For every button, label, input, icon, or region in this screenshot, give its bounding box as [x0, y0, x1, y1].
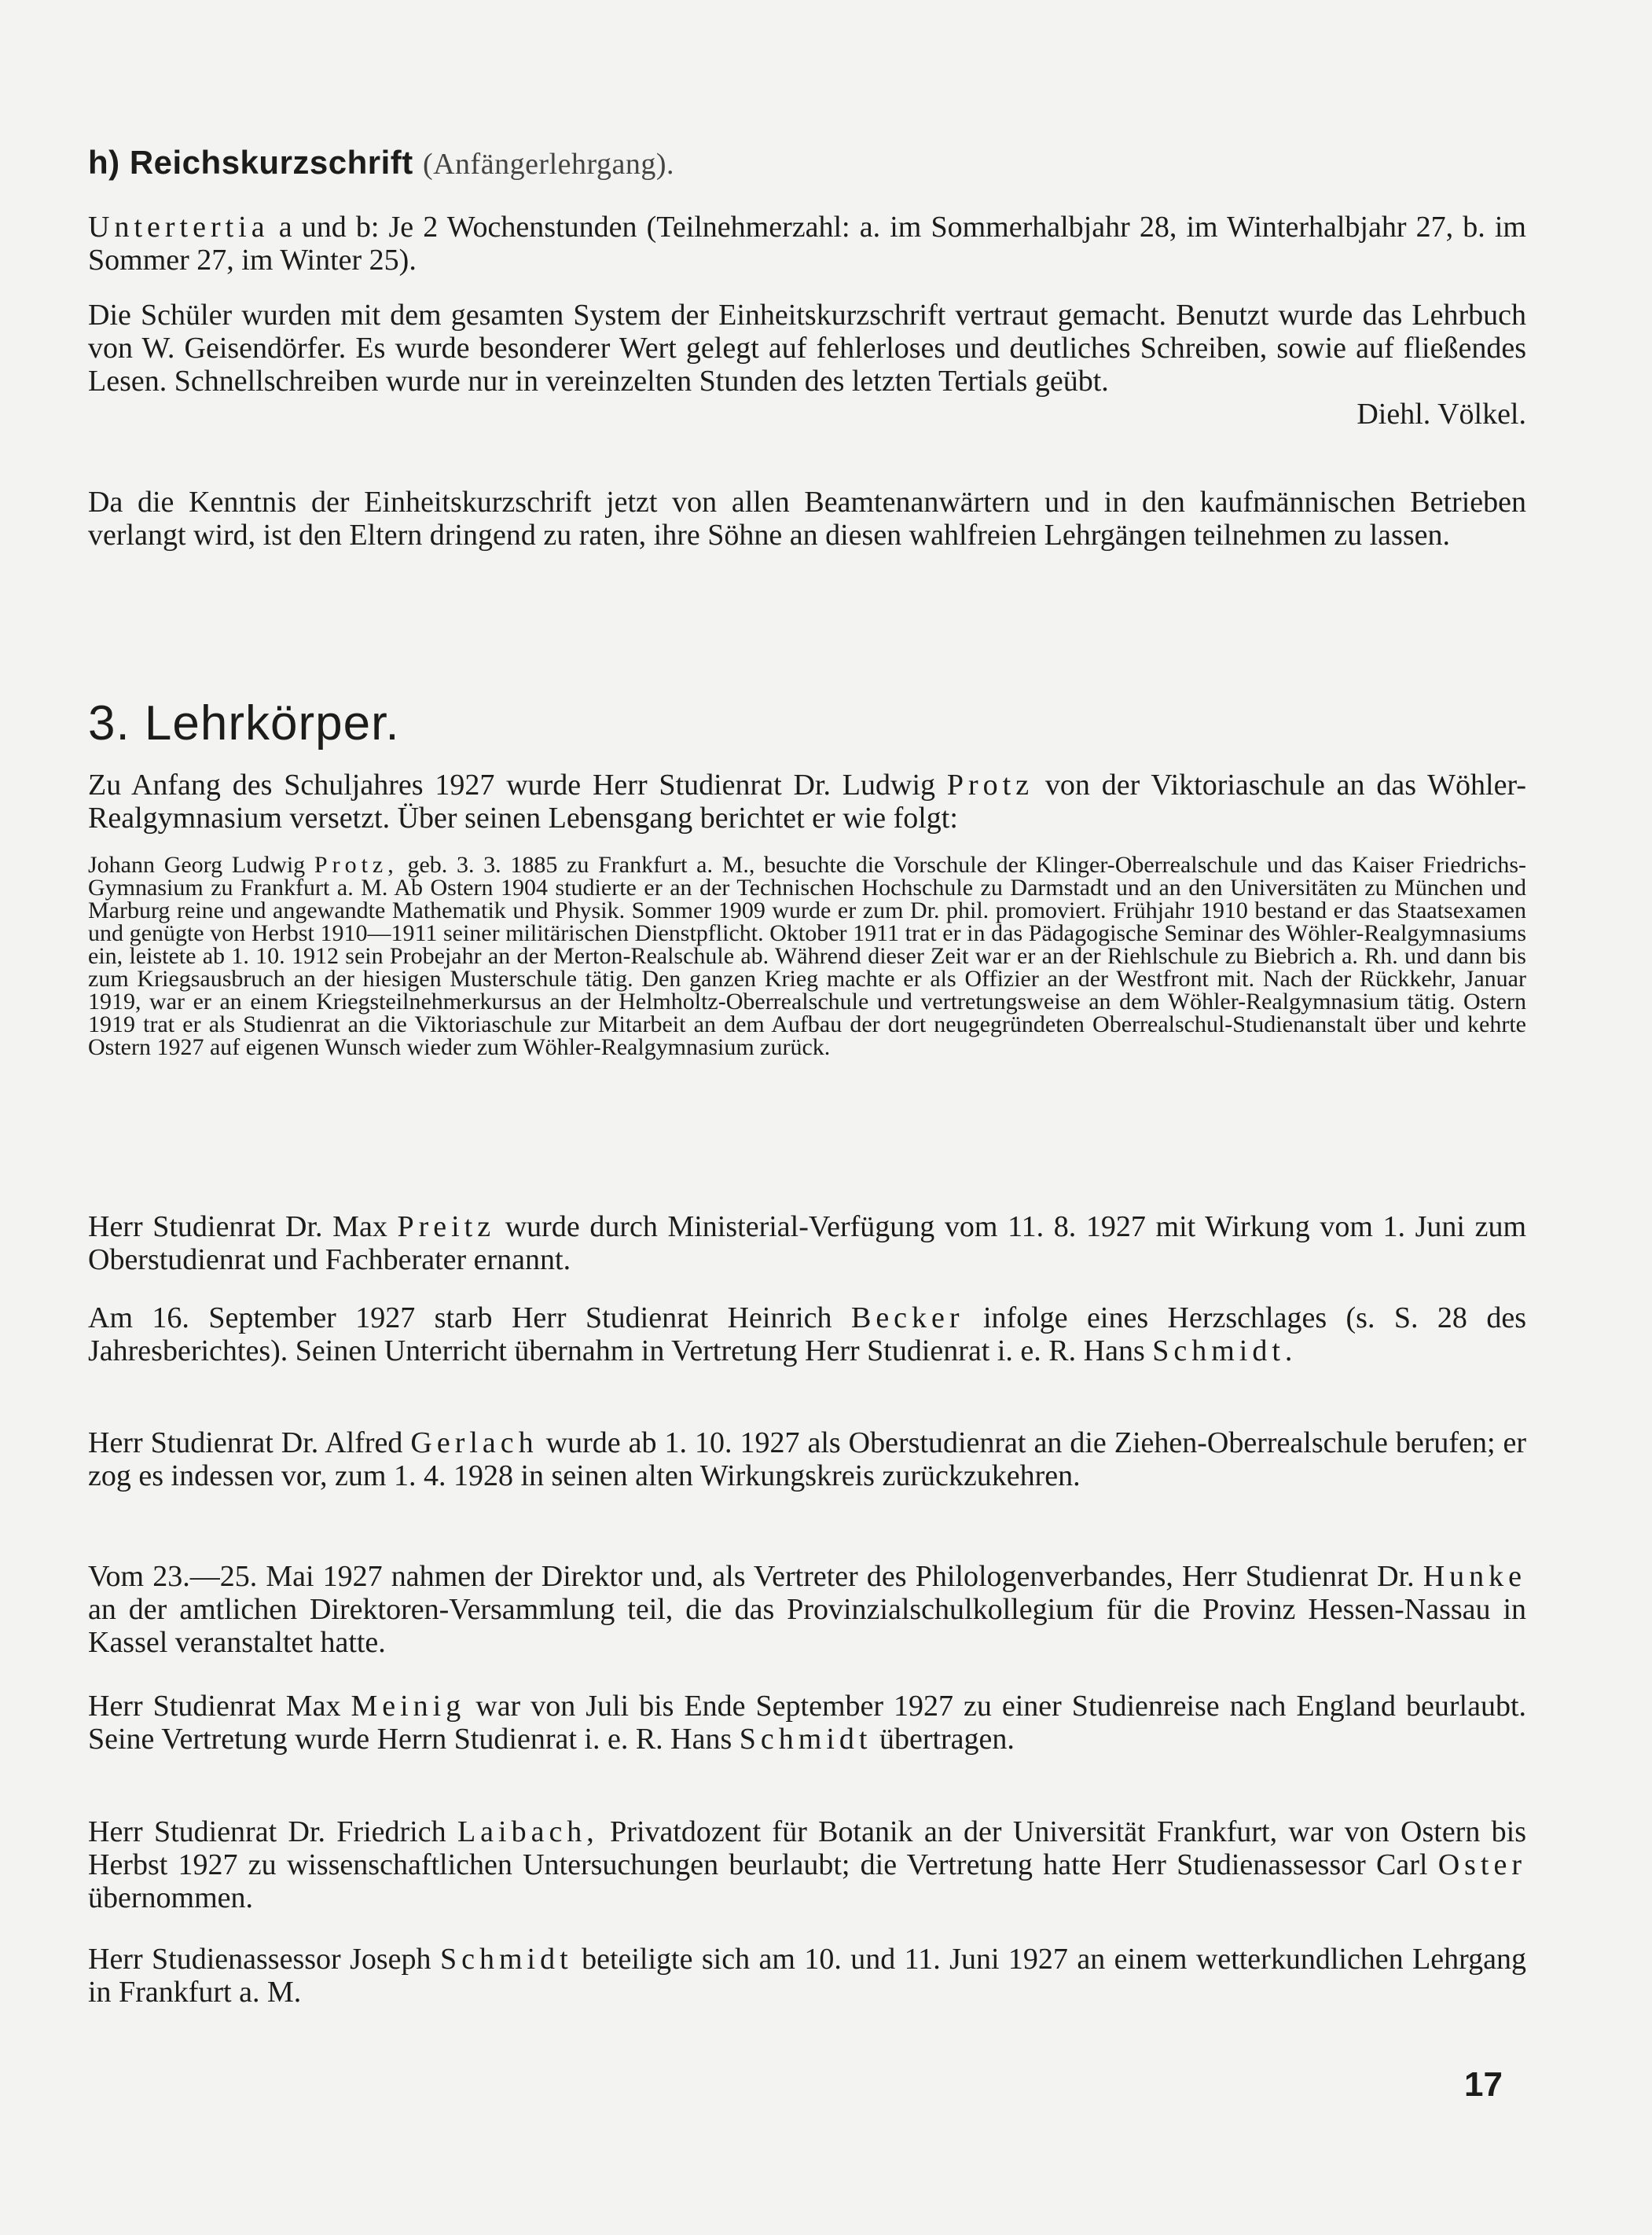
text-segment: Herr Studienassessor Joseph	[88, 1943, 431, 1976]
paragraph-schmidt-joseph	[88, 1943, 1526, 2009]
text-segment: beteiligte sich am 10. und 11. Juni 1927 an einem wetterkundlichen Lehrgang in Frankfurt a. M.	[88, 1943, 1527, 2009]
paragraph-laibach	[88, 1815, 1526, 1914]
name-laibach: Laibach,	[457, 1815, 599, 1848]
text-segment: Herr Studienrat Dr. Friedrich	[88, 1815, 446, 1848]
text-segment: übertragen.	[879, 1723, 1015, 1756]
name-schmidt: Schmidt	[739, 1723, 872, 1756]
text-segment: war von Juli bis Ende September 1927 zu einer Studienreise nach England beurlaubt. Seine Vertretung wurde Herrn Studienrat i. e. R. Hans	[88, 1690, 1527, 1756]
name-gerlach: Gerlach	[410, 1426, 538, 1459]
paragraph-protz-intro	[88, 769, 1526, 835]
text-segment: Herr Studienrat Max	[88, 1690, 341, 1723]
text-segment: Am 16. September 1927 starb Herr Studienrat Heinrich	[88, 1301, 832, 1334]
paragraph-untertertia	[88, 211, 1526, 277]
name-protz: Protz,	[314, 852, 398, 878]
paragraph-preitz	[88, 1210, 1526, 1276]
section-subtitle: (Anfängerlehrgang).	[422, 148, 675, 181]
section-h-heading	[88, 144, 1526, 182]
text-segment: Johann Georg Ludwig	[88, 852, 306, 878]
name-oster: Oster	[1437, 1848, 1527, 1881]
text-segment: wurde ab 1. 10. 1927 als Oberstudienrat an die Ziehen-Oberrealschule berufen; er zog es indessen vor, zum 1. 4. 1928 in seinen alten Wirkungskreis zurückzukehren.	[88, 1426, 1527, 1492]
paragraph-text: a und b: Je 2 Wochenstunden (Teilnehmerzahl: a. im Sommerhalbjahr 28, im Winterhalbjahr 27, b. im Sommer 27, im Winter 25).	[88, 211, 1526, 277]
page-number: 17	[1464, 2065, 1503, 2104]
name-becker: Becker	[850, 1301, 964, 1334]
text-segment: Herr Studienrat Dr. Alfred	[88, 1426, 403, 1459]
section-title: Reichskurzschrift	[129, 144, 413, 181]
paragraph-gerlach	[88, 1426, 1526, 1492]
name-schmidt: Schmidt.	[1152, 1334, 1298, 1367]
paragraph-system	[88, 299, 1526, 431]
name-meinig: Meinig	[351, 1690, 466, 1723]
text-segment: an der amtlichen Direktoren-Versammlung teil, die das Provinzialschulkollegium für die Provinz Hessen-Nassau in Kassel veranstaltet hatte.	[88, 1593, 1526, 1659]
paragraph-text: Die Schüler wurden mit dem gesamten System der Einheitskurzschrift vertraut gemacht. Benutzt wurde das Lehrbuch von W. Geisendörfer. Es wurde besonderer Wert gelegt auf fehlerloses und deutliches Schreiben, sowie auf fließendes Lesen. Schnellschreiben wurde nur in vereinzelten Stunden des letzten Tertials geübt.	[88, 299, 1526, 398]
paragraph-hunke	[88, 1560, 1526, 1659]
text-segment: wurde durch Ministerial-Verfügung vom 11. 8. 1927 mit Wirkung vom 1. Juni zum Oberstudienrat und Fachberater ernannt.	[88, 1210, 1527, 1276]
text-segment: infolge eines Herzschlages (s. S. 28 des Jahresberichtes). Seinen Unterricht übernahm in Vertretung Herr Studienrat i. e. R. Hans	[88, 1301, 1527, 1367]
paragraph-biography	[88, 853, 1526, 1059]
name-preitz: Preitz	[397, 1210, 496, 1243]
section-3-heading: 3. Lehrkörper.	[88, 696, 400, 751]
text-segment: geb. 3. 3. 1885 zu Frankfurt a. M., besuchte die Vorschule der Klinger-Oberrealschule und das Kaiser Friedrichs-Gymnasium zu Frankfurt a. M. Ab Ostern 1904 studierte er an der Technischen Hochschule zu Darmstadt und an den Universitäten zu München und Marburg reine und angewandte Mathematik und Physik. Sommer 1909 wurde er zum Dr. phil. promoviert. Frühjahr 1910 bestand er das Staatsexamen und genügte von Herbst 1910—1911 seiner militärischen Dienstpflicht. Oktober 1911 trat er in das Pädagogische Seminar des Wöhler-Realgymnasiums ein, leistete ab 1. 10. 1912 sein Probejahr an der Merton-Realschule ab. Während dieser Zeit war er an der Riehlschule zu Biebrich a. Rh. und dann bis zum Kriegsausbruch an der hiesigen Musterschule tätig. Den ganzen Krieg machte er als Offizier an der Westfront mit. Nach der Rückkehr, Januar 1919, war er an einem Kriegsteilnehmerkursus an der Helmholtz-Oberrealschule und vertretungsweise an dem Wöhler-Realgymnasium tätig. Ostern 1919 trat er als Studienrat an die Viktoriaschule zur Mitarbeit an dem Aufbau der dort neugegründeten Oberrealschul-Studienanstalt über und kehrte Ostern 1927 auf eigenen Wunsch wieder zum Wöhler-Realgymnasium zurück.	[88, 852, 1527, 1060]
text-segment: von der Viktoriaschule an das Wöhler-Realgymnasium versetzt. Über seinen Lebensgang berichtet er wie folgt:	[88, 769, 1527, 835]
text-segment: Herr Studienrat Dr. Max	[88, 1210, 387, 1243]
name-protz: Protz	[946, 769, 1034, 802]
paragraph-kenntnis: Da die Kenntnis der Einheitskurzschrift jetzt von allen Beamtenanwärtern und in den kaufmännischen Betrieben verlangt wird, ist den Eltern dringend zu raten, ihre Söhne an diesen wahlfreien Lehrgängen teilnehmen zu lassen.	[88, 486, 1526, 552]
section-label: h)	[88, 144, 120, 181]
name-hunke: Hunke	[1423, 1560, 1527, 1593]
paragraph-meinig	[88, 1690, 1526, 1756]
name-schmidt: Schmidt	[439, 1943, 573, 1976]
text-segment: Vom 23.—25. Mai 1927 nahmen der Direktor und, als Vertreter des Philologenverbandes, Herr Studienrat Dr.	[88, 1560, 1415, 1593]
paragraph-becker	[88, 1301, 1526, 1367]
text-segment: übernommen.	[88, 1881, 254, 1914]
spaced-term: Untertertia	[88, 211, 270, 244]
text-segment: Zu Anfang des Schuljahres 1927 wurde Herr Studienrat Dr. Ludwig	[88, 769, 936, 802]
text-segment: Privatdozent für Botanik an der Universität Frankfurt, war von Ostern bis Herbst 1927 zu wissenschaftlichen Untersuchungen beurlaubt; die Vertretung hatte Herr Studienassessor Carl	[88, 1815, 1527, 1881]
signature: Diehl. Völkel.	[1356, 398, 1526, 431]
